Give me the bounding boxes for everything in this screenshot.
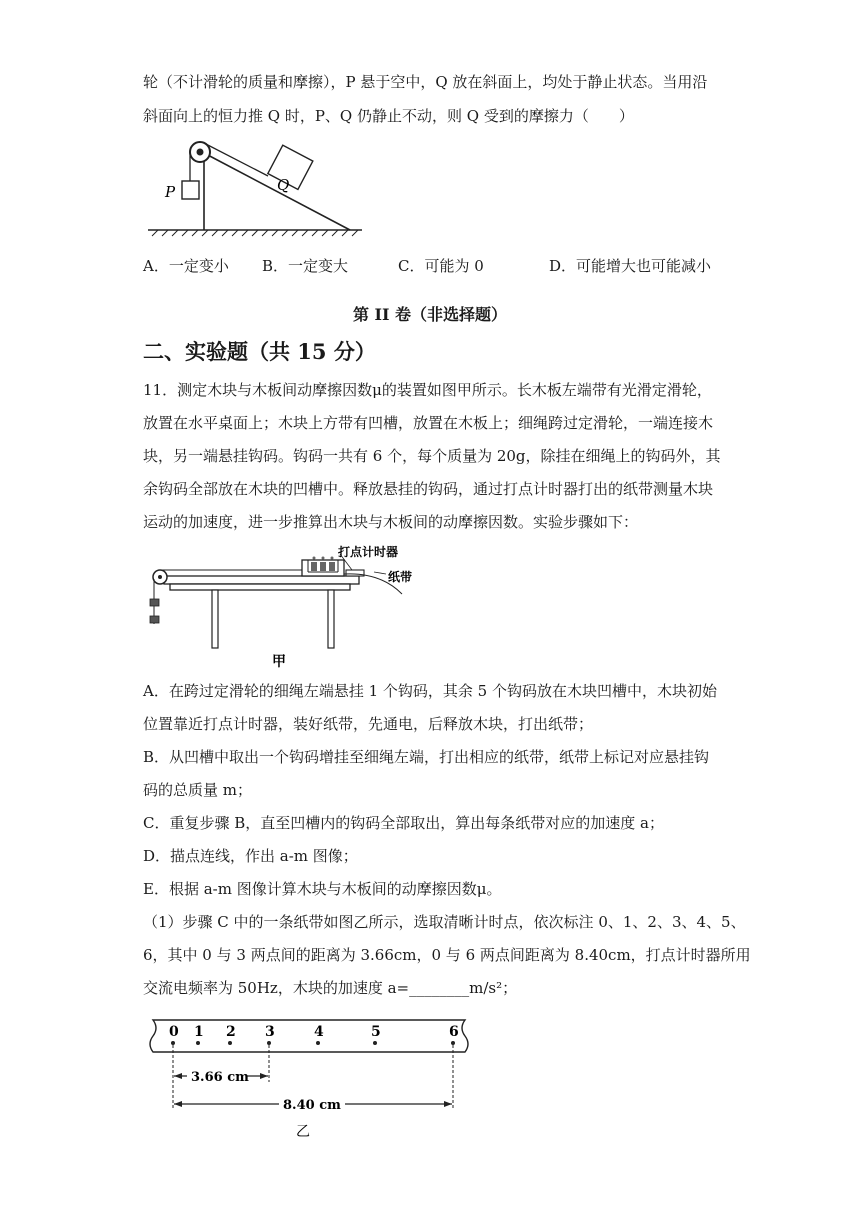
step-e: E．根据 a-m 图像计算木块与木板间的动摩擦因数μ。 <box>143 880 502 898</box>
q11-line-4: 余钩码全部放在木块的凹槽中。释放悬挂的钩码，通过打点计时器打出的纸带测量木块 <box>143 480 714 498</box>
q11-line-3: 块，另一端悬挂钩码。钩码一共有 6 个，每个质量为 20g，除挂在细绳上的钩码外，其 <box>143 447 721 465</box>
sub1-line-2: 6，其中 0 与 3 两点间的距离为 3.66cm，0 与 6 两点间距离为 8.40cm，打点计时器所用 <box>143 946 751 964</box>
step-b-line-2: 码的总质量 m； <box>143 781 252 799</box>
timer-label: 打点计时器 <box>338 545 399 559</box>
tape-label: 纸带 <box>388 570 413 584</box>
distance-0-3-label: 3.66 cm <box>191 1070 249 1085</box>
section-heading: 二、实验题（共 15 分） <box>143 339 376 364</box>
q11-line-5: 运动的加速度，进一步推算出木块与木板间的动摩擦因数。实验步骤如下： <box>143 513 639 531</box>
q10-text-line-2: 斜面向上的恒力推 Q 时，P、Q 仍静止不动，则 Q 受到的摩擦力（ ） <box>143 107 634 125</box>
tape-point-1-label: 1 <box>194 1024 204 1040</box>
step-a-line-1: A．在跨过定滑轮的细绳左端悬挂 1 个钩码，其余 5 个钩码放在木块凹槽中，木块初始 <box>143 682 717 700</box>
option-c: C．可能为 0 <box>398 257 484 275</box>
tape-point-2-label: 2 <box>226 1024 236 1040</box>
step-b-line-1: B．从凹槽中取出一个钩码增挂至细绳左端，打出相应的纸带，纸带上标记对应悬挂钩 <box>143 748 710 766</box>
distance-0-6-label: 8.40 cm <box>283 1098 341 1113</box>
option-d: D．可能增大也可能减小 <box>549 257 712 275</box>
sub1-line-3: 交流电频率为 50Hz，木块的加速度 a=________m/s²； <box>143 979 518 997</box>
figure-yi-caption: 乙 <box>296 1124 310 1140</box>
sub1-line-1: （1）步骤 C 中的一条纸带如图乙所示，选取清晰计时点，依次标注 0、1、2、3、4、5、 <box>143 913 746 931</box>
tape-point-3-label: 3 <box>265 1024 275 1040</box>
step-a-line-2: 位置靠近打点计时器，装好纸带，先通电，后释放木块，打出纸带； <box>143 715 594 733</box>
q11-line-1: 11．测定木块与木板间动摩擦因数μ的装置如图甲所示。长木板左端带有光滑定滑轮， <box>143 381 712 399</box>
paper-tape-figure <box>143 1016 473 1140</box>
volume-title: 第 II 卷（非选择题） <box>352 305 508 324</box>
block-q-label: Q <box>277 176 290 194</box>
apparatus-figure <box>140 544 430 670</box>
step-c: C．重复步骤 B，直至凹槽内的钩码全部取出，算出每条纸带对应的加速度 a； <box>143 814 664 832</box>
tape-point-5-label: 5 <box>371 1024 381 1040</box>
block-p-label: P <box>165 183 176 201</box>
figure-jia-caption: 甲 <box>272 654 286 670</box>
tape-point-6-label: 6 <box>449 1024 459 1040</box>
q11-line-2: 放置在水平桌面上；木块上方带有凹槽，放置在木板上；细绳跨过定滑轮，一端连接木 <box>143 414 714 432</box>
tape-point-4-label: 4 <box>314 1024 324 1040</box>
option-a: A．一定变小 <box>143 257 229 275</box>
tape-point-0-label: 0 <box>169 1024 179 1040</box>
q10-incline-figure <box>140 135 370 245</box>
step-d: D．描点连线，作出 a-m 图像； <box>143 847 358 865</box>
option-b: B．一定变大 <box>262 257 349 275</box>
q10-text-line-1: 轮（不计滑轮的质量和摩擦），P 悬于空中，Q 放在斜面上，均处于静止状态。当用沿 <box>143 73 708 91</box>
